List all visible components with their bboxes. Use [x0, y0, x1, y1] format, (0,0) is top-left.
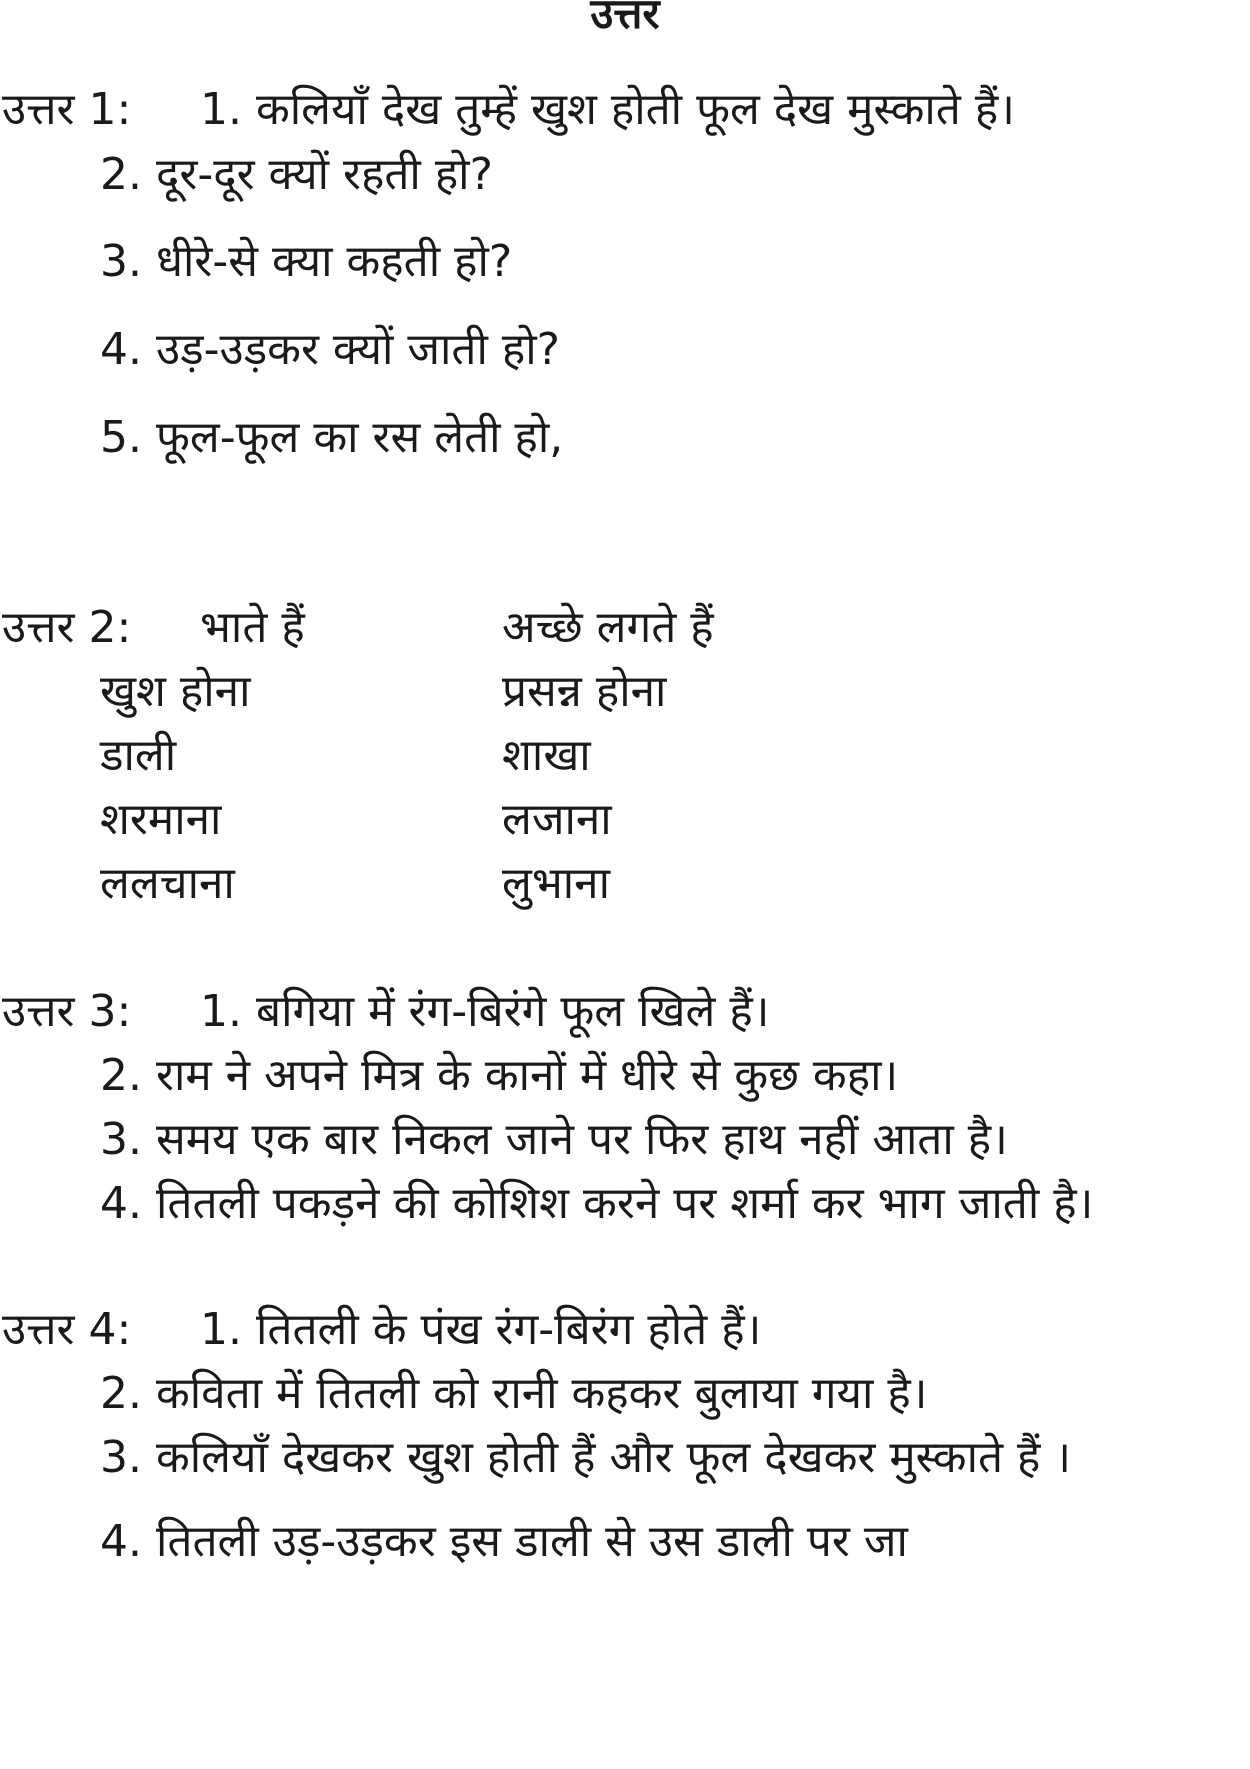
- answer-4-item-4: 4. तितली उड़-उड़कर इस डाली से उस डाली पर जा: [100, 1516, 908, 1567]
- answer-4-label: उत्तर 4:: [2, 1304, 132, 1355]
- answer-3-item-2: 2. राम ने अपने मित्र के कानों में धीरे से कुछ कहा।: [100, 1050, 899, 1101]
- answer-2-synonym-3: शाखा: [502, 730, 591, 781]
- answer-2-synonym-1: अच्छे लगते हैं: [502, 602, 714, 653]
- answer-1-item-1: 1. कलियाँ देख तुम्हें खुश होती फूल देख मुस्काते हैं।: [200, 84, 1015, 135]
- page-title: उत्तर: [590, 0, 660, 38]
- answer-2-synonym-5: लुभाना: [502, 858, 610, 909]
- answer-3-item-4: 4. तितली पकड़ने की कोशिश करने पर शर्मा कर भाग जाती है।: [100, 1178, 1094, 1229]
- answer-2-word-5: ललचाना: [100, 858, 235, 909]
- answer-4-item-2: 2. कविता में तितली को रानी कहकर बुलाया गया है।: [100, 1368, 928, 1419]
- answer-2-synonym-4: लजाना: [502, 794, 612, 845]
- answer-4-item-1: 1. तितली के पंख रंग-बिरंग होते हैं।: [200, 1304, 762, 1355]
- answer-1-item-2: 2. दूर-दूर क्यों रहती हो?: [100, 149, 493, 200]
- answer-4-item-3: 3. कलियाँ देखकर खुश होती हैं और फूल देखकर मुस्काते हैं ।: [100, 1432, 1072, 1483]
- answer-3-item-1: 1. बगिया में रंग-बिरंगे फूल खिले हैं।: [200, 986, 770, 1037]
- answer-2-label: उत्तर 2:: [2, 602, 132, 653]
- answer-3-item-3: 3. समय एक बार निकल जाने पर फिर हाथ नहीं आता है।: [100, 1114, 1008, 1165]
- answer-1-item-5: 5. फूल-फूल का रस लेती हो,: [100, 412, 564, 463]
- answer-2-synonym-2: प्रसन्न होना: [502, 666, 667, 717]
- answer-2-word-2: खुश होना: [100, 666, 251, 717]
- answer-2-word-4: शरमाना: [100, 794, 222, 845]
- answer-1-item-3: 3. धीरे-से क्या कहती हो?: [100, 236, 513, 287]
- answer-2-word-3: डाली: [100, 730, 177, 781]
- answer-2-word-1: भाते हैं: [200, 602, 305, 653]
- answer-1-item-4: 4. उड़-उड़कर क्यों जाती हो?: [100, 324, 560, 375]
- answer-3-label: उत्तर 3:: [2, 986, 132, 1037]
- answer-1-label: उत्तर 1:: [2, 84, 132, 135]
